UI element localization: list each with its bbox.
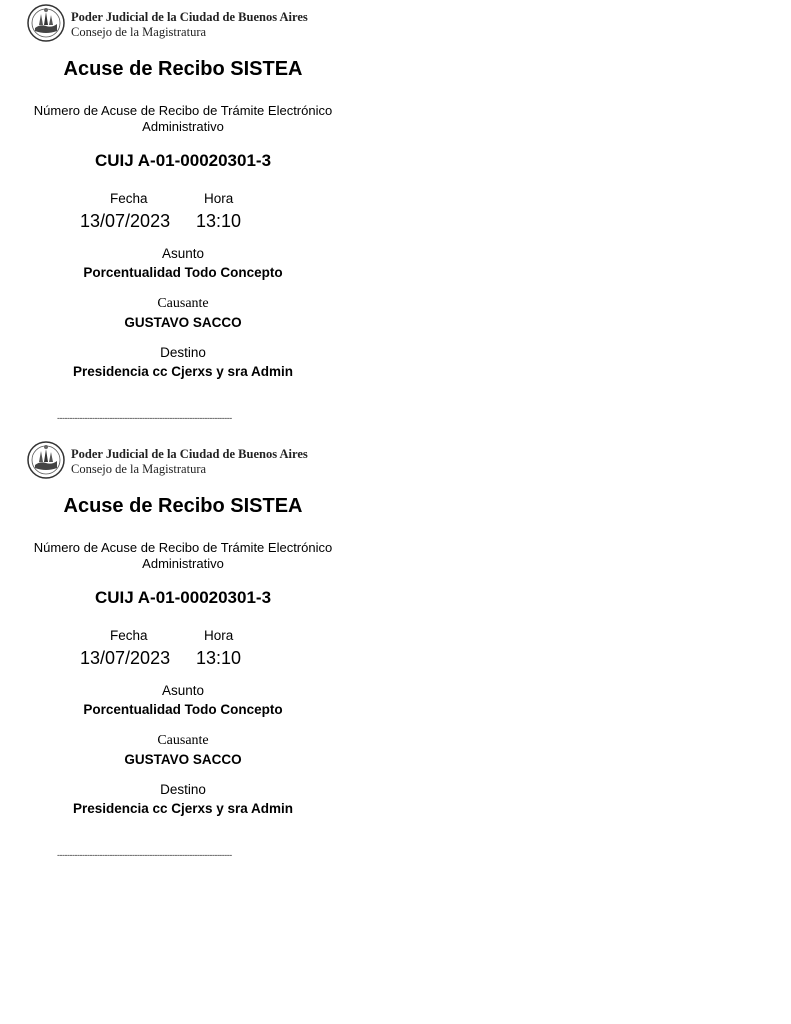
document-title: Acuse de Recibo SISTEA: [63, 495, 303, 517]
causante-label: Causante: [157, 296, 209, 311]
subtitle-line-2: Administrativo: [142, 556, 224, 571]
destino-label: Destino: [160, 345, 206, 360]
destino-value: Presidencia cc Cjerxs y sra Admin: [72, 364, 294, 379]
organization-subtitle: Consejo de la Magistratura: [71, 25, 207, 39]
subtitle-line-1: Número de Acuse de Recibo de Trámite Electrónico: [33, 103, 333, 118]
cuij-number: CUIJ A-01-00020301-3: [94, 588, 272, 607]
letterhead: [27, 441, 347, 483]
hora-label: Hora: [204, 628, 234, 643]
cut-separator: ----------------------------------------------------------------------: [57, 850, 232, 860]
causante-value: GUSTAVO SACCO: [124, 752, 242, 767]
destino-value: Presidencia cc Cjerxs y sra Admin: [72, 801, 294, 816]
organization-subtitle: Consejo de la Magistratura: [71, 462, 207, 476]
organization-name: Poder Judicial de la Ciudad de Buenos Aires: [71, 10, 308, 24]
destino-label: Destino: [160, 782, 206, 797]
receipt-1: [0, 0, 791, 440]
letterhead: [27, 4, 347, 46]
fecha-value: 13/07/2023: [80, 648, 171, 668]
asunto-label: Asunto: [161, 683, 205, 698]
cuij-number: CUIJ A-01-00020301-3: [94, 151, 272, 170]
hora-label: Hora: [204, 191, 234, 206]
hora-value: 13:10: [196, 648, 242, 668]
city-seal-icon: [27, 441, 65, 479]
fecha-label: Fecha: [110, 628, 148, 643]
subtitle-line-2: Administrativo: [142, 119, 224, 134]
cut-separator: ----------------------------------------------------------------------: [57, 413, 232, 423]
city-seal-icon: [27, 4, 65, 42]
asunto-value: Porcentualidad Todo Concepto: [83, 702, 283, 717]
fecha-value: 13/07/2023: [80, 211, 171, 231]
causante-label: Causante: [157, 733, 209, 748]
fecha-label: Fecha: [110, 191, 148, 206]
asunto-value: Porcentualidad Todo Concepto: [83, 265, 283, 280]
document-subtitle: [0, 540, 366, 572]
subtitle-line-1: Número de Acuse de Recibo de Trámite Electrónico: [33, 540, 333, 555]
receipt-2: [0, 437, 791, 877]
asunto-label: Asunto: [161, 246, 205, 261]
causante-value: GUSTAVO SACCO: [124, 315, 242, 330]
hora-value: 13:10: [196, 211, 242, 231]
document-subtitle: [0, 103, 366, 135]
document-title: Acuse de Recibo SISTEA: [63, 58, 303, 80]
organization-name: Poder Judicial de la Ciudad de Buenos Aires: [71, 447, 308, 461]
